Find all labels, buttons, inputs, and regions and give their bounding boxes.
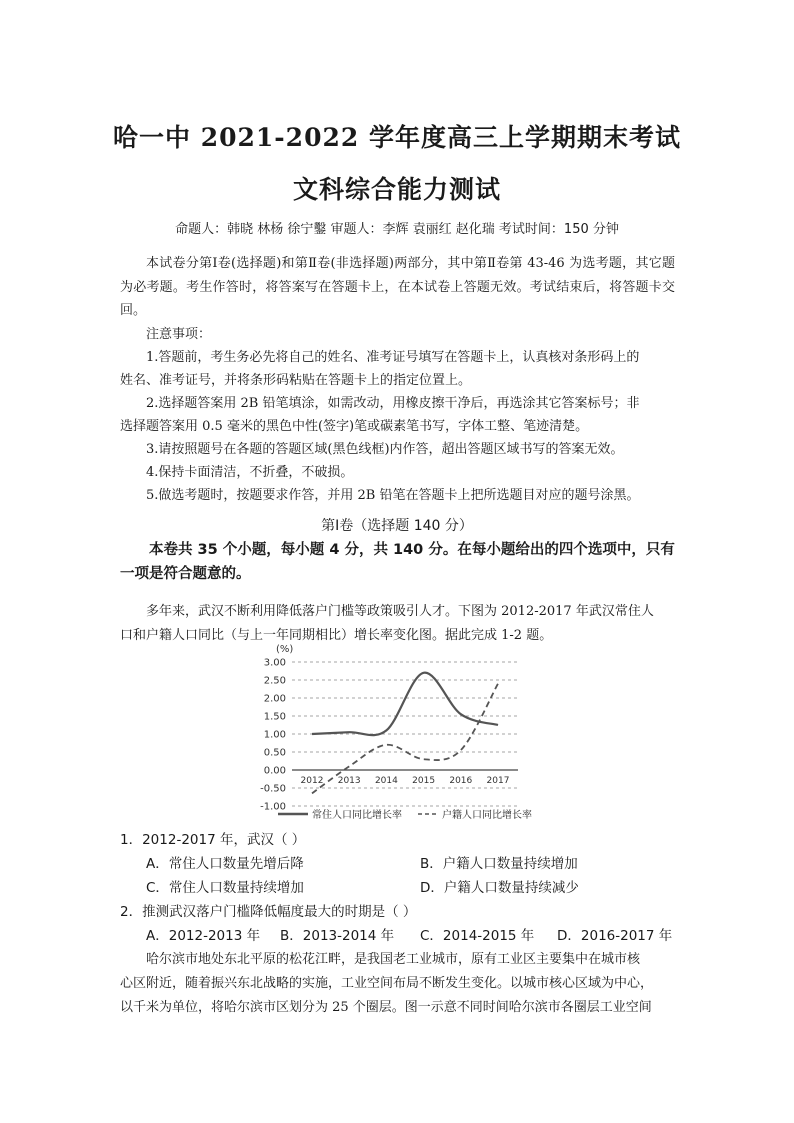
exam-subtitle: 文科综合能力测试 (292, 175, 501, 204)
note-1a: 1.答题前，考生务必先将自己的姓名、准考证号填写在答题卡上，认真核对条形码上的 (146, 350, 640, 365)
question-1-stem: 1．2012-2017 年，武汉（ ） (120, 832, 306, 848)
q1-option-c: C．常住人口数量持续增加 (146, 880, 304, 896)
exam-title: 哈一中 2021-2022 学年度高三上学期期末考试 (113, 123, 681, 152)
notes-label: 注意事项： (146, 327, 212, 342)
y-tick-label: 1.50 (263, 711, 286, 723)
material1-line2: 口和户籍人口同比（与上一年同期相比）增长率变化图。据此完成 1-2 题。 (120, 628, 553, 643)
x-tick-label: 2013 (337, 776, 361, 786)
intro-paragraph: 本试卷分第Ⅰ卷(选择题)和第Ⅱ卷(非选择题)两部分，其中第Ⅱ卷第 43-46 为选考题，其它题为必考题。考生作答时，将答案写在答题卡上，在本试卷上答题无效。考试结束后，将答题卡交回。 (120, 256, 675, 318)
note-2b: 选择题答案用 0.5 毫米的黑色中性(签字)笔或碳素笔书写，字体工整、笔迹清楚。 (120, 419, 589, 434)
q2-option-b: B．2013-2014 年 (280, 928, 395, 944)
y-tick-label: 0.50 (263, 747, 286, 759)
y-tick-label: 1.00 (263, 729, 286, 741)
legend-series-1: 常住人口同比增长率 (312, 810, 402, 821)
q1-option-b: B．户籍人口数量持续增加 (420, 856, 578, 872)
x-tick-label: 2015 (412, 776, 436, 786)
material2-line3: 以千米为单位，将哈尔滨市区划分为 25 个圈层。图一示意不同时间哈尔滨市各圈层工业空间 (120, 1000, 652, 1015)
q1-option-d: D．户籍人口数量持续减少 (420, 880, 579, 896)
q2-option-d: D．2016-2017 年 (557, 928, 673, 944)
question-2-stem: 2．推测武汉落户门槛降低幅度最大的时期是（ ） (120, 904, 417, 920)
q2-option-a: A．2012-2013 年 (146, 928, 261, 944)
y-tick-label: 0.00 (263, 765, 286, 777)
y-tick-label: 2.50 (263, 675, 286, 687)
section-desc: 本卷共 35 个小题，每小题 4 分，共 140 分。在每小题给出的四个选项中，只有一项是符合题意的。 (120, 542, 675, 582)
population-growth-chart (250, 640, 550, 825)
note-3: 3.请按照题号在各题的答题区域(黑色线框)内作答，超出答题区域书写的答案无效。 (146, 442, 624, 457)
note-1b: 姓名、准考证号，并将条形码粘贴在答题卡上的指定位置上。 (120, 373, 472, 388)
y-tick-label: 2.00 (263, 693, 286, 705)
y-tick-label: 3.00 (263, 657, 286, 669)
section-title: 第Ⅰ卷（选择题 140 分） (321, 518, 473, 534)
x-tick-label: 2012 (300, 776, 324, 786)
material1-line1: 多年来，武汉不断利用降低落户门槛等政策吸引人才。下图为 2012-2017 年武汉常住人 (146, 604, 654, 619)
note-5: 5.做选考题时，按题要求作答，并用 2B 铅笔在答题卡上把所选题目对应的题号涂黑。 (146, 488, 640, 503)
note-4: 4.保持卡面清洁，不折叠，不破损。 (146, 465, 354, 480)
y-tick-label: -1.00 (260, 801, 286, 813)
q2-option-c: C．2014-2015 年 (420, 928, 535, 944)
q1-option-a: A．常住人口数量先增后降 (146, 856, 304, 872)
material2-line2: 心区附近，随着振兴东北战略的实施，工业空间布局不断发生变化。以城市核心区域为中心， (120, 976, 654, 991)
series-line-1 (312, 673, 498, 736)
legend-series-2: 户籍人口同比增长率 (442, 810, 532, 821)
exam-authors: 命题人：韩晓 林杨 徐宁鑿 审题人：李辉 袁丽红 赵化瑞 考试时间：150 分钟 (175, 222, 619, 237)
y-tick-label: -0.50 (260, 783, 286, 795)
x-tick-label: 2014 (374, 776, 398, 786)
x-tick-label: 2017 (486, 776, 510, 786)
chart-unit-label: (%) (276, 644, 294, 655)
note-2a: 2.选择题答案用 2B 铅笔填涂，如需改动，用橡皮擦干净后，再选涂其它答案标号；非 (146, 396, 640, 411)
x-tick-label: 2016 (449, 776, 473, 786)
material2-line1: 哈尔滨市地处东北平原的松花江畔，是我国老工业城市，原有工业区主要集中在城市核 (146, 952, 641, 967)
